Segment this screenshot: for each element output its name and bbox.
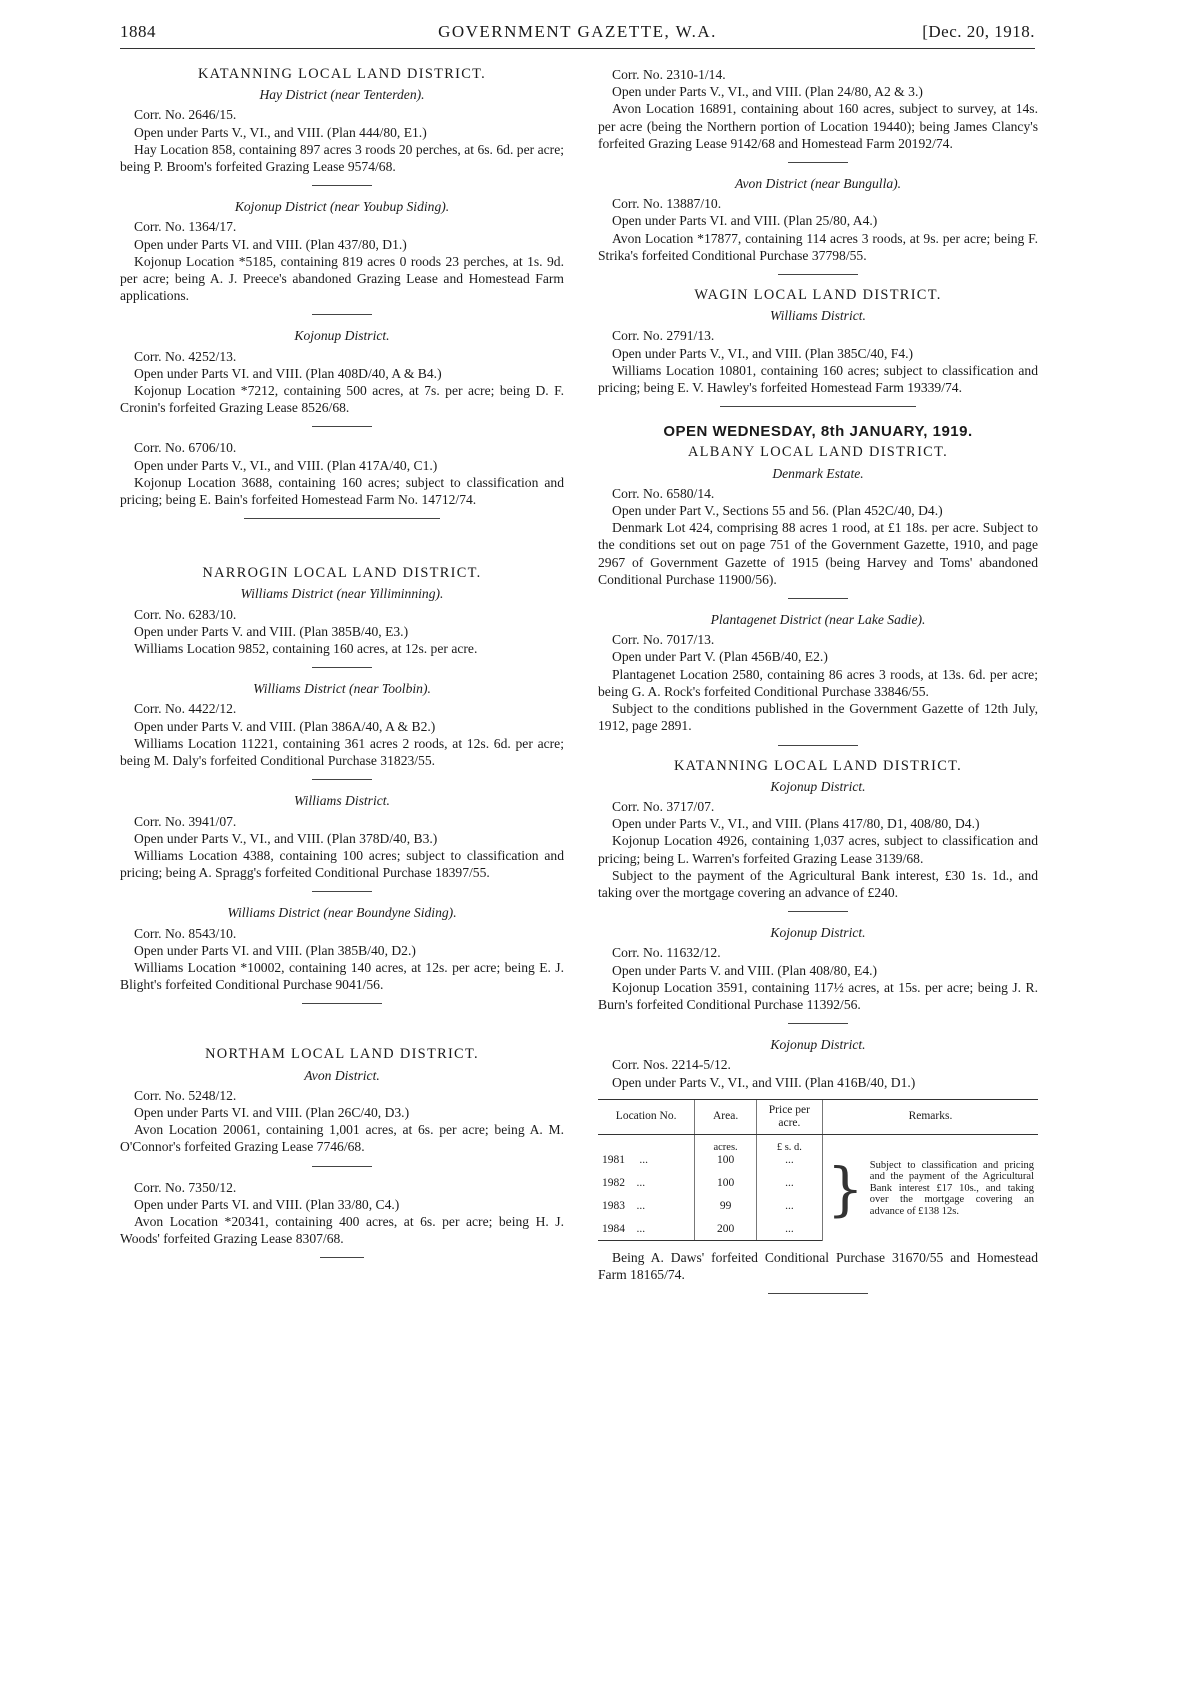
open-under: Open under Parts VI. and VIII. (Plan 408D/40, A & B4.)	[134, 365, 442, 381]
corr-number: Corr. No. 2646/15.	[134, 107, 237, 123]
sub-heading: Williams District (near Boundyne Siding).	[227, 905, 457, 921]
location-number: 1981	[602, 1153, 625, 1166]
section-divider	[244, 518, 440, 519]
left-column	[120, 66, 564, 1270]
open-under: Open under Parts V., VI., and VIII. (Plan 416B/40, D1.)	[612, 1074, 916, 1090]
table-header-row	[598, 1099, 1038, 1134]
sub-heading: Hay District (near Tenterden).	[259, 87, 425, 103]
remarks-text: Subject to classification and pricing and the payment of the Agricultural Bank interest £17 10s., and taking over the mortgage covering an advance of £138 12s.	[869, 1159, 1034, 1217]
price-unit: £ s. d.	[776, 1141, 802, 1153]
sub-heading: Williams District.	[770, 308, 866, 324]
sub-heading: Williams District (near Toolbin).	[253, 681, 431, 697]
open-under: Open under Part V., Sections 55 and 56. (Plan 452C/40, D4.)	[612, 503, 943, 519]
divider	[312, 185, 372, 186]
corr-number: Corr. No. 4252/13.	[134, 348, 237, 364]
divider	[312, 1166, 372, 1167]
price-value: ...	[756, 1217, 822, 1241]
district-heading: NARROGIN LOCAL LAND DISTRICT.	[202, 565, 482, 582]
open-under: Open under Parts V. and VIII. (Plan 386A/40, A & B2.)	[134, 718, 436, 734]
issue-date: [Dec. 20, 1918.	[922, 22, 1035, 41]
location-entry: Avon Location 20061, containing 1,001 acres, at 6s. per acre; being A. M. O'Connor's forfeited Grazing Lease 7746/68.	[120, 1122, 564, 1155]
corr-number: Corr. No. 5248/12.	[134, 1087, 237, 1103]
open-under: Open under Parts VI. and VIII. (Plan 33/80, C4.)	[134, 1196, 400, 1212]
sub-heading: Denmark Estate.	[772, 465, 864, 481]
location-number: 1984	[602, 1222, 625, 1235]
leader-dots: ...	[636, 1176, 646, 1189]
location-entry: Williams Location 10801, containing 160 acres; subject to classification and pricing; being E. V. Hawley's forfeited Homestead Farm 19339/74.	[598, 362, 1038, 396]
corr-number: Corr. No. 4422/12.	[134, 701, 237, 717]
sub-heading: Avon District.	[304, 1067, 380, 1083]
sub-heading: Kojonup District.	[770, 925, 866, 941]
district-heading: ALBANY LOCAL LAND DISTRICT.	[687, 444, 948, 461]
brace: }	[826, 1154, 864, 1223]
area-value: 99	[695, 1194, 757, 1217]
location-entry: Being A. Daws' forfeited Conditional Purchase 31670/55 and Homestead Farm 18165/74.	[598, 1249, 1038, 1282]
sub-heading: Kojonup District.	[770, 1037, 866, 1053]
gazette-title: GOVERNMENT GAZETTE, W.A.	[438, 22, 717, 41]
location-entry: Avon Location *20341, containing 400 acres, at 6s. per acre; being H. J. Woods' forfeited Grazing Lease 8307/68.	[120, 1213, 564, 1247]
location-entry: Williams Location *10002, containing 140 acres, at 12s. per acre; being E. J. Blight's forfeited Conditional Purchase 9041/56.	[120, 959, 564, 993]
sub-heading: Kojonup District.	[294, 328, 390, 344]
location-entry: Kojonup Location *7212, containing 500 acres, at 7s. per acre; being D. F. Cronin's forfeited Grazing Lease 8526/68.	[120, 383, 564, 416]
district-heading: WAGIN LOCAL LAND DISTRICT.	[694, 287, 942, 304]
location-entry: Avon Location *17877, containing 114 acres 3 roods, at 9s. per acre; being F. Strika's forfeited Conditional Purchase 37798/55.	[598, 230, 1038, 263]
sub-heading: Plantagenet District (near Lake Sadie).	[710, 612, 926, 628]
open-under: Open under Parts V., VI., and VIII. (Plan 24/80, A2 & 3.)	[612, 84, 923, 100]
price-value: ...	[756, 1194, 822, 1217]
col-header-price: Price per acre.	[756, 1099, 822, 1134]
divider	[312, 891, 372, 892]
district-heading: KATANNING LOCAL LAND DISTRICT.	[197, 66, 487, 82]
section-divider	[720, 406, 916, 407]
right-column	[598, 66, 1038, 1306]
sub-heading: Williams District.	[294, 793, 390, 809]
district-heading: NORTHAM LOCAL LAND DISTRICT.	[205, 1046, 479, 1063]
leader-dots: ...	[639, 1153, 648, 1166]
open-under: Open under Parts V., VI., and VIII. (Plan 417A/40, C1.)	[134, 457, 438, 473]
open-date-heading: OPEN WEDNESDAY, 8th JANUARY, 1919.	[663, 423, 973, 441]
open-under: Open under Parts V. and VIII. (Plan 408/80, E4.)	[612, 962, 878, 978]
sub-heading: Kojonup District.	[770, 778, 866, 794]
corr-number: Corr. Nos. 2214-5/12.	[612, 1057, 731, 1073]
divider	[788, 598, 848, 599]
open-under: Open under Parts V. and VIII. (Plan 385B/40, E3.)	[134, 623, 409, 639]
open-under: Open under Parts VI. and VIII. (Plan 25/80, A4.)	[612, 213, 878, 229]
location-entry: Williams Location 9852, containing 160 acres, at 12s. per acre.	[134, 641, 478, 657]
sub-heading: Williams District (near Yilliminning).	[240, 586, 444, 602]
section-divider	[778, 745, 858, 746]
corr-number: Corr. No. 3717/07.	[612, 798, 715, 814]
area-value: 100	[695, 1171, 757, 1194]
sub-heading: Kojonup District (near Youbup Siding).	[234, 199, 450, 215]
conditions-note: Subject to the conditions published in the Government Gazette of 12th July, 1912, page 2891.	[598, 701, 1038, 734]
open-under: Open under Part V. (Plan 456B/40, E2.)	[612, 649, 828, 665]
open-under: Open under Parts V., VI., and VIII. (Plans 417/80, D1, 408/80, D4.)	[612, 816, 980, 832]
price-value: ...	[785, 1153, 794, 1166]
corr-number: Corr. No. 6283/10.	[134, 606, 237, 622]
location-entry: Kojonup Location 3591, containing 117½ acres, at 15s. per acre; being J. R. Burn's forfeited Conditional Purchase 11392/56.	[598, 979, 1038, 1012]
col-header-area: Area.	[695, 1099, 757, 1134]
corr-number: Corr. No. 1364/17.	[134, 219, 237, 235]
open-under: Open under Parts V., VI., and VIII. (Plan 444/80, E1.)	[134, 124, 427, 140]
corr-number: Corr. No. 11632/12.	[612, 945, 721, 961]
leader-dots: ...	[636, 1222, 646, 1235]
area-value: 100	[716, 1153, 735, 1166]
end-divider	[768, 1293, 868, 1294]
corr-number: Corr. No. 7017/13.	[612, 632, 715, 648]
table-row	[598, 1134, 1038, 1171]
price-value: ...	[756, 1171, 822, 1194]
location-entry: Kojonup Location 4926, containing 1,037 acres, subject to classification and pricing; being L. Warren's forfeited Grazing Lease 3139/68.	[598, 833, 1038, 866]
location-entry: Kojonup Location *5185, containing 819 acres 0 roods 23 perches, at 1s. 9d. per acre; being A. J. Preece's abandoned Grazing Lease and Homestead Farm applications.	[120, 253, 564, 304]
section-divider	[778, 274, 858, 275]
location-number: 1982	[602, 1176, 625, 1189]
divider	[312, 667, 372, 668]
sub-heading: Avon District (near Bungulla).	[734, 176, 902, 192]
location-entry: Williams Location 11221, containing 361 acres 2 roods, at 12s. 6d. per acre; being M. Daly's forfeited Conditional Purchase 31823/55.	[120, 735, 564, 769]
area-value: 200	[695, 1217, 757, 1241]
page-number: 1884	[120, 22, 156, 41]
col-header-location: Location No.	[598, 1099, 695, 1134]
end-divider	[320, 1257, 364, 1258]
location-entry: Hay Location 858, containing 897 acres 3 roods 20 perches, at 6s. 6d. per acre; being P. Broom's forfeited Grazing Lease 9574/68.	[120, 141, 564, 175]
header-rule	[120, 48, 1035, 49]
divider	[312, 426, 372, 427]
section-divider	[302, 1003, 382, 1004]
divider	[312, 779, 372, 780]
corr-number: Corr. No. 6706/10.	[134, 440, 237, 456]
open-under: Open under Parts VI. and VIII. (Plan 26C/40, D3.)	[134, 1104, 410, 1120]
open-under: Open under Parts V., VI., and VIII. (Plan 378D/40, B3.)	[134, 830, 438, 846]
col-header-remarks: Remarks.	[822, 1099, 1038, 1134]
location-entry: Denmark Lot 424, comprising 88 acres 1 rood, at £1 18s. per acre. Subject to the conditions set out on page 751 of the Government Gazette, 1910, and page 2967 of Government Gazette of 1915 (being Harvey and Toms' abandoned Conditional Purchase 11900/56).	[598, 520, 1038, 587]
corr-number: Corr. No. 2791/13.	[612, 328, 715, 344]
location-entry: Williams Location 4388, containing 100 acres; subject to classification and pricing; being A. Spragg's forfeited Conditional Purchase 18397/55.	[120, 847, 564, 881]
location-entry: Avon Location 16891, containing about 160 acres, subject to survey, at 14s. per acre (being the Northern portion of Location 19440); being James Clancy's forfeited Grazing Lease 9142/68 and Homestead Farm 20192/74.	[598, 101, 1038, 151]
corr-number: Corr. No. 3941/07.	[134, 813, 237, 829]
divider	[788, 162, 848, 163]
page-header	[120, 22, 1035, 48]
corr-number: Corr. No. 8543/10.	[134, 925, 237, 941]
location-entry: Plantagenet Location 2580, containing 86 acres 3 roods, at 13s. 6d. per acre; being G. A. Rock's forfeited Conditional Purchase 33846/55.	[598, 666, 1038, 699]
divider	[788, 1023, 848, 1024]
corr-number: Corr. No. 6580/14.	[612, 485, 715, 501]
location-entry: Kojonup Location 3688, containing 160 acres; subject to classification and pricing; being E. Bain's forfeited Homestead Farm No. 14712/74.	[120, 474, 564, 508]
leader-dots: ...	[636, 1199, 646, 1212]
corr-number: Corr. No. 13887/10.	[612, 196, 722, 212]
open-under: Open under Parts VI. and VIII. (Plan 437/80, D1.)	[134, 236, 407, 252]
divider	[312, 314, 372, 315]
locations-table	[598, 1099, 1038, 1241]
area-unit: acres.	[713, 1141, 738, 1153]
location-number: 1983	[602, 1199, 625, 1212]
divider	[788, 911, 848, 912]
open-under: Open under Parts V., VI., and VIII. (Plan 385C/40, F4.)	[612, 345, 914, 361]
conditions-note: Subject to the payment of the Agricultural Bank interest, £30 1s. 1d., and taking over the mortgage covering an advance of £240.	[598, 867, 1038, 900]
open-under: Open under Parts VI. and VIII. (Plan 385B/40, D2.)	[134, 942, 416, 958]
corr-number: Corr. No. 7350/12.	[134, 1179, 237, 1195]
district-heading: KATANNING LOCAL LAND DISTRICT.	[673, 757, 963, 774]
corr-number: Corr. No. 2310-1/14.	[612, 67, 726, 82]
